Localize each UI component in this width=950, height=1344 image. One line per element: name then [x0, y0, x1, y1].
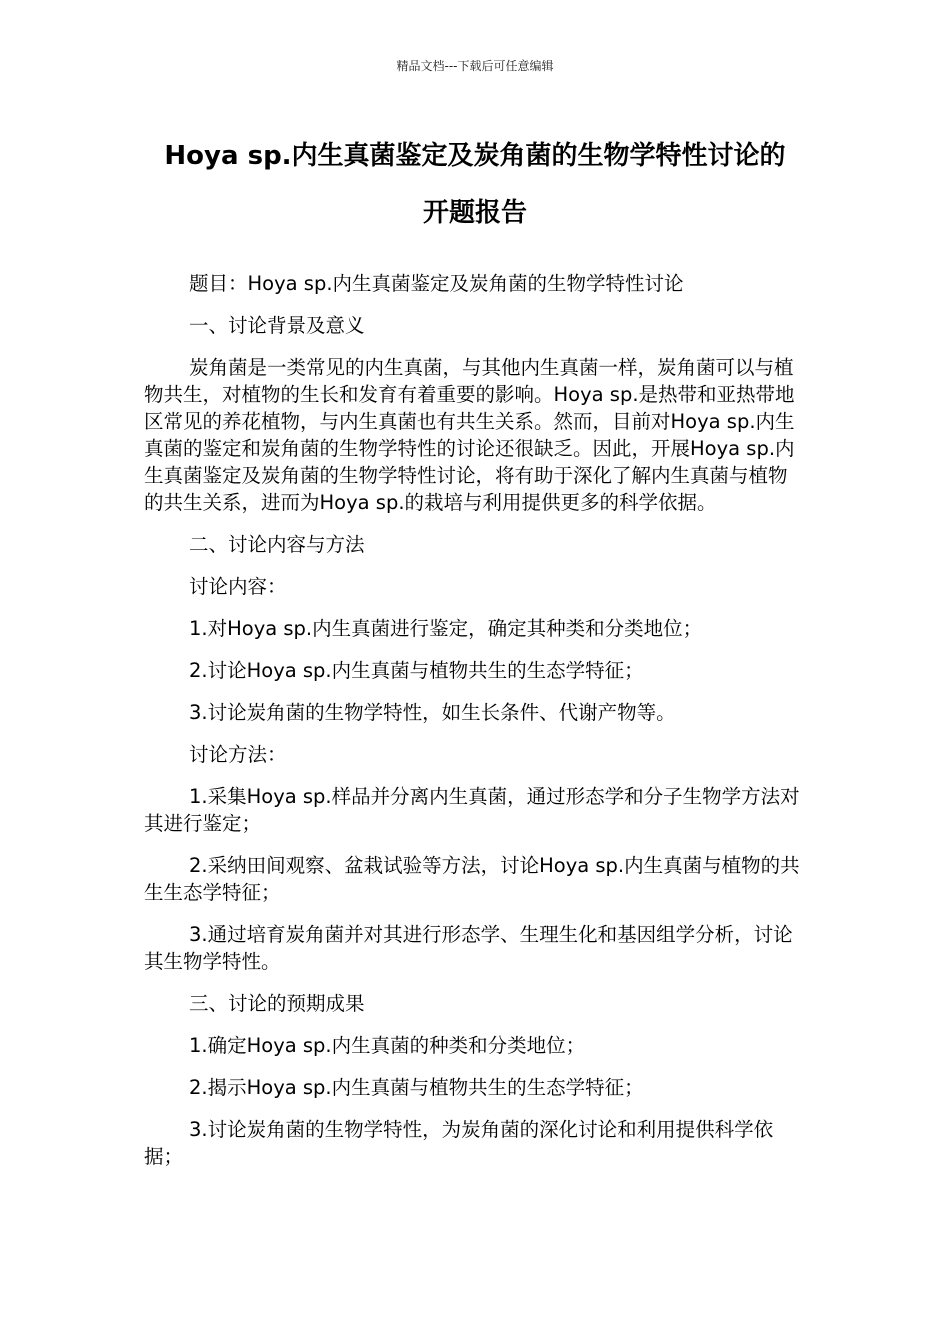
- content-item-1: 1.对Hoya sp.内生真菌进行鉴定，确定其种类和分类地位；: [189, 617, 703, 640]
- method-item-2: 2.采纳田间观察、盆栽试验等方法，讨论Hoya sp.内生真菌与植物的共生生态学特征；: [144, 854, 800, 904]
- document-body: [144, 270, 806, 1185]
- content-label: 讨论内容：: [189, 575, 287, 598]
- document-title: [120, 128, 830, 242]
- background-paragraph: 炭角菌是一类常见的内生真菌，与其他内生真菌一样，炭角菌可以与植物共生，对植物的生长和发育有着重要的影响。Hoya sp.是热带和亚热带地区常见的养花植物，与内生真菌也有共生关系。然而，目前对Hoya sp.内生真菌的鉴定和炭角菌的生物学特性的讨论还很缺乏。因此，开展Hoya sp.内生真菌鉴定及炭角菌的生物学特性讨论，将有助于深化了解内生真菌与植物的共生关系，进而为Hoya sp.的栽培与利用提供更多的科学依据。: [144, 356, 795, 514]
- section-heading-content-methods: 二、讨论内容与方法: [189, 533, 365, 556]
- topic-line: 题目：Hoya sp.内生真菌鉴定及炭角菌的生物学特性讨论: [189, 272, 684, 295]
- section-heading-background: 一、讨论背景及意义: [189, 314, 365, 337]
- method-item-3: 3.通过培育炭角菌并对其进行形态学、生理生化和基因组学分析，讨论其生物学特性。: [144, 923, 793, 973]
- method-item-1: 1.采集Hoya sp.样品并分离内生真菌，通过形态学和分子生物学方法对其进行鉴定；: [144, 785, 800, 835]
- title-line-2: 开题报告: [422, 198, 527, 228]
- section-heading-expected-results: 三、讨论的预期成果: [189, 992, 365, 1015]
- content-item-2: 2.讨论Hoya sp.内生真菌与植物共生的生态学特征；: [189, 659, 644, 682]
- header-note: 精品文档---下载后可任意编辑: [396, 59, 554, 73]
- result-item-3: 3.讨论炭角菌的生物学特性，为炭角菌的深化讨论和利用提供科学依据；: [144, 1118, 774, 1168]
- content-item-3: 3.讨论炭角菌的生物学特性，如生长条件、代谢产物等。: [189, 701, 676, 724]
- methods-label: 讨论方法：: [189, 743, 287, 766]
- result-item-2: 2.揭示Hoya sp.内生真菌与植物共生的生态学特征；: [189, 1076, 644, 1099]
- title-line-1: Hoya sp.内生真菌鉴定及炭角菌的生物学特性讨论的: [164, 141, 786, 171]
- result-item-1: 1.确定Hoya sp.内生真菌的种类和分类地位；: [189, 1034, 586, 1057]
